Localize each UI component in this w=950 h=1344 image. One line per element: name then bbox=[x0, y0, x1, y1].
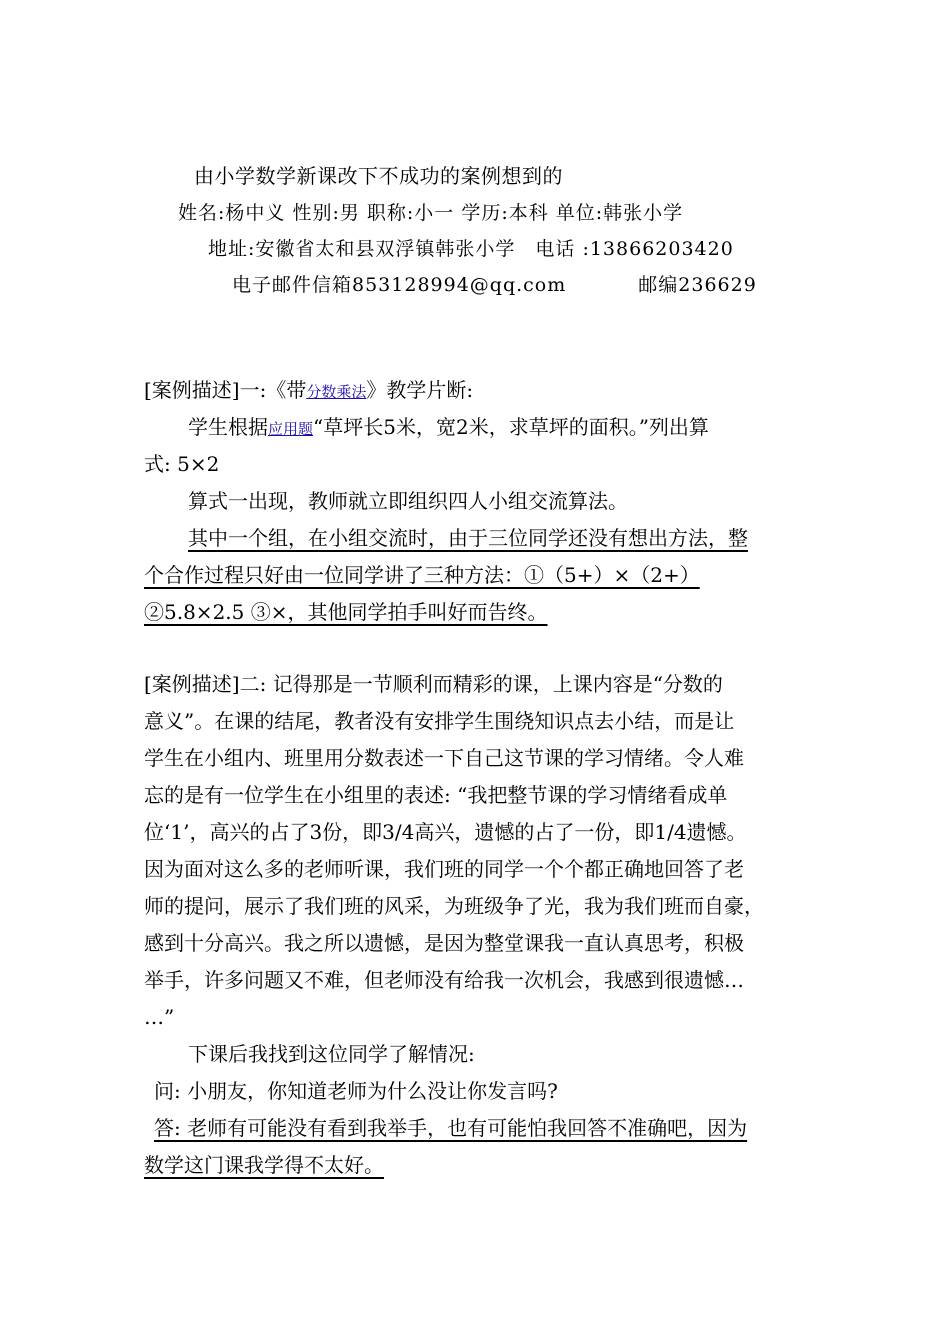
phone-text: 电话 :13866203420 bbox=[535, 238, 734, 260]
case-two-paragraph-line: 师的提问，展示了我们班的风采，为班级争了光，我为我们班而自豪， bbox=[144, 894, 764, 918]
case-two-paragraph-line: 下课后我找到这位同学了解情况: bbox=[188, 1042, 475, 1066]
case-one-line2-pre: 学生根据 bbox=[188, 415, 268, 439]
case-one-heading bbox=[144, 372, 812, 409]
underlined-text: 数学这门课我学得不太好。 bbox=[144, 1153, 384, 1177]
underlined-text: ②5.8×2.5 ③×，其他同学拍手叫好而告终。 bbox=[144, 600, 548, 624]
underlined-text: 答: 老师有可能没有看到我举手，也有可能怕我回答不准确吧，因为 bbox=[154, 1116, 748, 1140]
postcode-text: 邮编236629 bbox=[638, 274, 757, 296]
case-one-paragraph-line: 式: 5×2 bbox=[144, 452, 220, 476]
case-two-section bbox=[144, 666, 812, 1184]
case-one-paragraph-line bbox=[144, 520, 812, 557]
case-one-paragraph-line bbox=[144, 594, 812, 631]
case-one-paragraph-line bbox=[144, 557, 812, 594]
word-problem-link[interactable]: 应用题 bbox=[268, 420, 314, 438]
case-two-paragraph-line: 举手，许多问题又不难，但老师没有给我一次机会，我感到很遗憾… bbox=[144, 968, 744, 992]
case-two-paragraph-line: 学生在小组内、班里用分数表述一下自己这节课的学习情绪。令人难 bbox=[144, 746, 744, 770]
case-one-line2-post: “草坪长5米，宽2米，求草坪的面积。”列出算 bbox=[313, 415, 709, 439]
address-text: 地址:安徽省太和县双浮镇韩张小学 bbox=[208, 238, 516, 260]
case-two-paragraph-line: 因为面对这么多的老师听课，我们班的同学一个个都正确地回答了老 bbox=[144, 857, 744, 881]
answer-line bbox=[144, 1110, 812, 1147]
case-two-paragraph-line: 感到十分高兴。我之所以遗憾，是因为整堂课我一直认真思考，积极 bbox=[144, 931, 744, 955]
case-one-paragraph-line: 算式一出现，教师就立即组织四人小组交流算法。 bbox=[188, 489, 628, 513]
case-one-heading-pre: [案例描述]一:《带 bbox=[144, 378, 307, 402]
question-line: 问: 小朋友，你知道老师为什么没让你发言吗? bbox=[154, 1079, 558, 1103]
case-one-heading-post: 》教学片断: bbox=[366, 378, 474, 402]
email-info bbox=[232, 270, 757, 297]
case-two-paragraph-line: 意义”。在课的结尾，教者没有安排学生围绕知识点去小结，而是让 bbox=[144, 709, 735, 733]
underlined-text: 其中一个组，在小组交流时，由于三位同学还没有想出方法，整 bbox=[188, 526, 748, 550]
case-two-paragraph-line: 位‘1’，高兴的占了3份，即3/4高兴，遗憾的占了一份，即1/4遗憾。 bbox=[144, 820, 747, 844]
author-info: 姓名:杨中义 性别:男 职称:小一 学历:本科 单位:韩张小学 bbox=[178, 202, 684, 224]
underlined-text: 个合作过程只好由一位同学讲了三种方法：①（5+）×（2+） bbox=[144, 563, 700, 587]
fraction-multiplication-link[interactable]: 分数乘法 bbox=[306, 383, 367, 401]
case-two-paragraph-line: …” bbox=[144, 1005, 175, 1029]
answer-line-continued bbox=[144, 1147, 812, 1184]
document-title: 由小学数学新课改下不成功的案例想到的 bbox=[194, 164, 563, 188]
address-info bbox=[208, 234, 734, 261]
case-one-section bbox=[144, 372, 812, 631]
email-text: 电子邮件信箱853128994@qq.com bbox=[232, 274, 567, 296]
case-two-paragraph-line: 忘的是有一位学生在小组里的表述: “我把整节课的学习情绪看成单 bbox=[144, 783, 728, 807]
case-one-paragraph-line bbox=[144, 409, 812, 446]
case-two-paragraph-line: [案例描述]二: 记得那是一节顺利而精彩的课，上课内容是“分数的 bbox=[144, 672, 723, 696]
